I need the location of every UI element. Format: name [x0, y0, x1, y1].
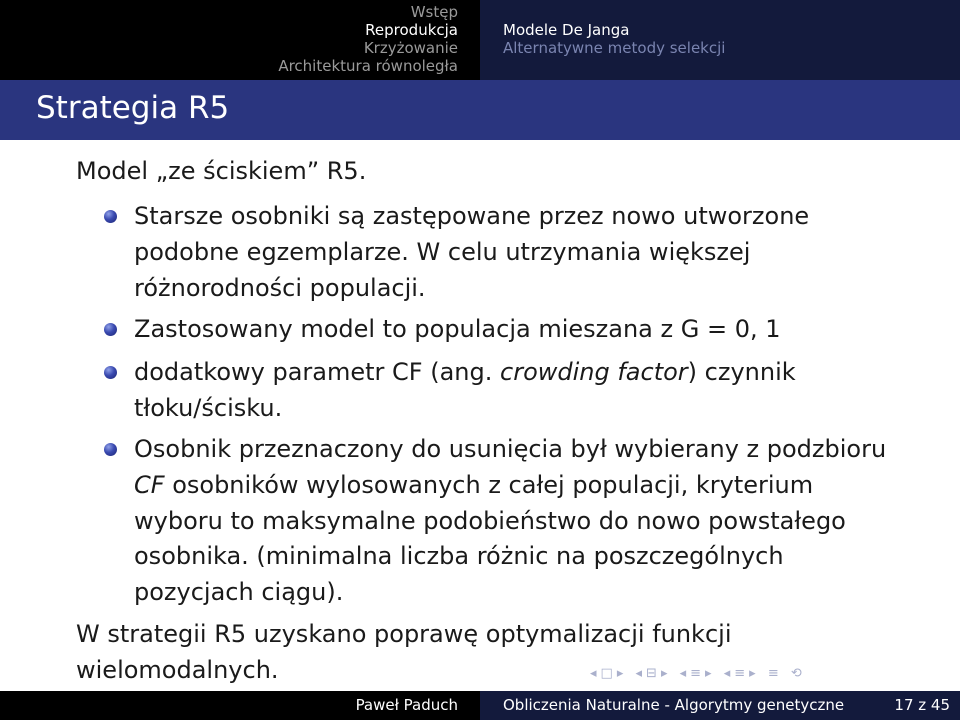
- frame-icon[interactable]: □: [600, 666, 617, 681]
- bullet-4-line-2: [134, 470, 813, 500]
- bullet-3-line-2: tłoku/ścisku.: [134, 394, 283, 422]
- nav-next-icon[interactable]: ▸: [705, 666, 716, 681]
- section-navigation: [0, 0, 480, 80]
- nav-next-icon[interactable]: ▸: [660, 666, 672, 681]
- search-icon[interactable]: ⟲: [790, 666, 806, 681]
- bullet-4-line-1: Osobnik przeznaczony do usunięcia był wybierany z podzbioru: [134, 435, 887, 463]
- page-number: 17 z 45: [894, 696, 950, 714]
- bullet-4-line-5: pozycjach ciągu).: [134, 578, 344, 606]
- bullet-1-line-1: Starsze osobniki są zastępowane przez nowo utworzone: [134, 202, 810, 230]
- bullet-icon: [104, 210, 117, 223]
- bullet-3-pre: dodatkowy parametr CF (ang.: [134, 358, 500, 386]
- footer-title: Obliczenia Naturalne - Algorytmy genetyczne: [503, 696, 845, 714]
- bullet-3-line-1: [134, 357, 796, 387]
- bullet-2-text: Zastosowany model to populacja mieszana z G = 0, 1: [134, 315, 781, 343]
- bullet-4-line-2-rest: osobników wylosowanych z całej populacji, kryterium: [164, 471, 814, 499]
- nav-section-4[interactable]: Architektura równoległa: [278, 57, 458, 75]
- nav-prev-icon[interactable]: ◂: [679, 666, 691, 681]
- nav-section-3[interactable]: Krzyżowanie: [363, 39, 458, 57]
- conclusion-line-1: W strategii R5 uzyskano poprawę optymalizacji funkcji: [76, 620, 732, 648]
- footer-author: Paweł Paduch: [355, 696, 458, 714]
- nav-subsection-active[interactable]: Modele De Janga: [503, 21, 630, 39]
- bullet-4-line-4: osobnika. (minimalna liczba różnic na poszczególnych: [134, 542, 784, 570]
- section-icon[interactable]: ⊟: [646, 666, 661, 681]
- appendix-icon[interactable]: ≡: [767, 666, 783, 681]
- slide-title: Strategia R5: [36, 90, 230, 126]
- footer-bar: [0, 691, 960, 720]
- nav-prev-icon[interactable]: ◂: [590, 666, 601, 681]
- document-icon[interactable]: ≡: [734, 666, 750, 681]
- bullet-4-emphasis: CF: [134, 471, 165, 499]
- bullet-3-post: ) czynnik: [687, 358, 796, 386]
- nav-next-icon[interactable]: ▸: [749, 666, 760, 681]
- nav-section-2[interactable]: Reprodukcja: [365, 21, 458, 39]
- nav-next-icon[interactable]: ▸: [616, 666, 628, 681]
- subsection-icon[interactable]: ≡: [690, 666, 706, 681]
- footer-title-box: [480, 691, 960, 720]
- bullet-icon: [104, 366, 117, 379]
- bullet-1-line-3: różnorodności populacji.: [134, 274, 426, 302]
- nav-prev-icon[interactable]: ◂: [635, 666, 647, 681]
- nav-section-1[interactable]: Wstęp: [410, 3, 458, 21]
- conclusion-line-2: wielomodalnych.: [76, 656, 279, 684]
- bullet-icon: [104, 443, 117, 456]
- header-bar: [0, 0, 960, 80]
- bullet-3-emphasis: crowding factor: [500, 358, 688, 386]
- bullet-1-line-2: podobne egzemplarze. W celu utrzymania większej: [134, 238, 751, 266]
- bullet-4-line-3: wyboru to maksymalne podobieństwo do nowo powstałego: [134, 507, 846, 535]
- frame-title-bar: [0, 80, 960, 140]
- intro-text: Model „ze ściskiem” R5.: [76, 157, 367, 185]
- beamer-navigation-symbols[interactable]: [590, 666, 806, 681]
- bullet-icon: [104, 323, 117, 336]
- subsection-navigation: [480, 0, 960, 80]
- nav-subsection-inactive[interactable]: Alternatywne metody selekcji: [503, 39, 726, 57]
- nav-prev-icon[interactable]: ◂: [723, 666, 735, 681]
- footer-author-box: [0, 691, 480, 720]
